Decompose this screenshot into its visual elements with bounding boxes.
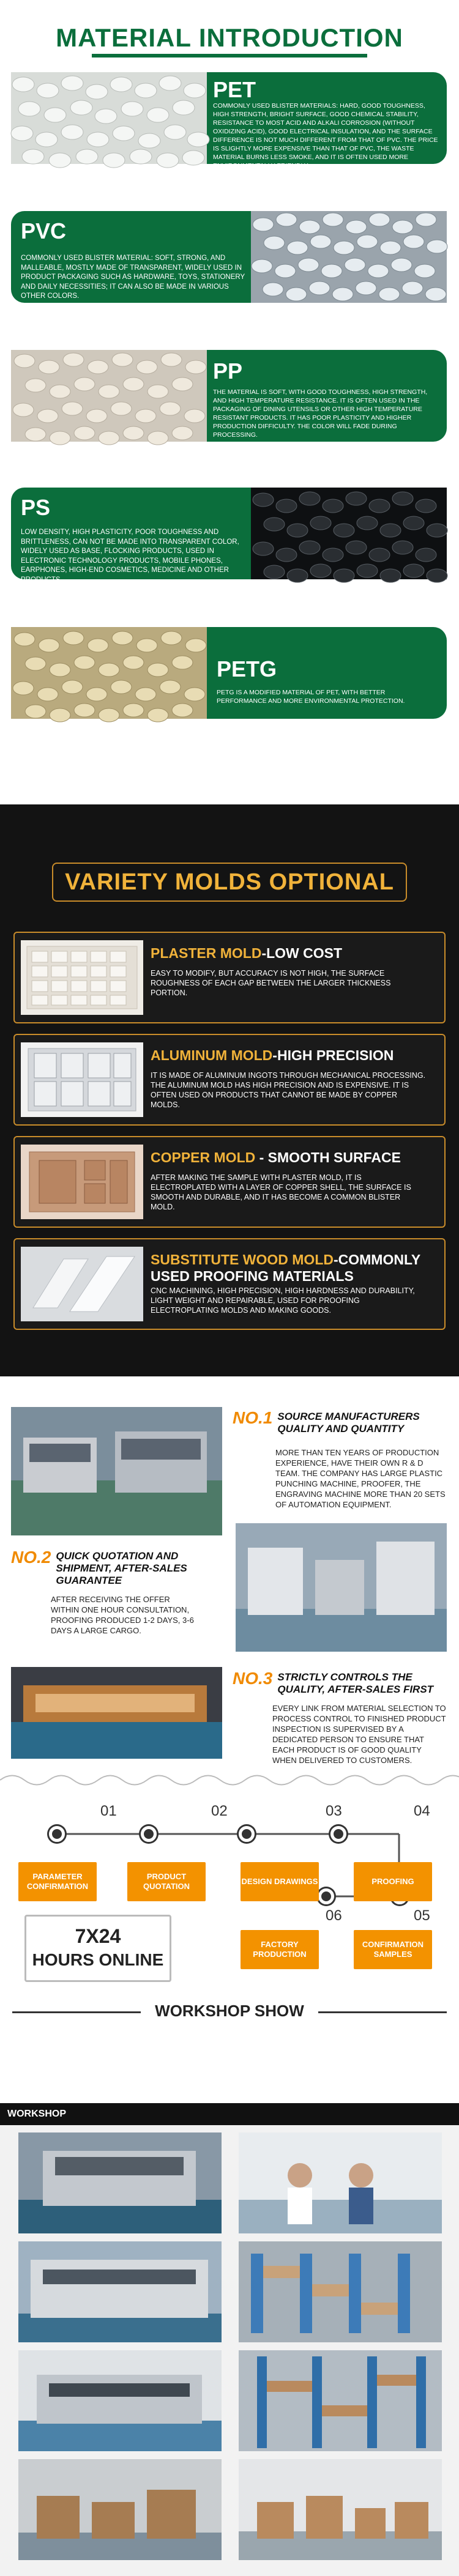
ps-pellets-image xyxy=(251,488,447,579)
step-number: 05 xyxy=(414,1907,430,1924)
workshop-photo xyxy=(239,2350,442,2451)
advantage-1 xyxy=(233,1408,447,1510)
mold-title-highlight: PLASTER MOLD xyxy=(151,945,262,961)
advantage-heading: QUICK QUOTATION AND SHIPMENT, AFTER-SALES GUARANTEE xyxy=(56,1550,187,1586)
material-card-pvc xyxy=(11,211,447,303)
mold-title-rest: -HIGH PRECISION xyxy=(272,1047,394,1063)
workshop-title-row xyxy=(0,2002,459,2026)
mold-card-plaster xyxy=(13,932,446,1023)
step-number: 06 xyxy=(326,1907,342,1924)
aluminum-mold-image xyxy=(21,1042,143,1117)
step-number: 02 xyxy=(211,1803,228,1819)
mold-title-highlight: ALUMINUM MOLD xyxy=(151,1047,273,1063)
workshop-section xyxy=(0,2055,459,2576)
advantage-number: NO.3 xyxy=(233,1669,273,1688)
mold-title-rest: -COMMONLY USED PROOFING MATERIALS xyxy=(151,1252,420,1284)
mold-title-highlight: COPPER MOLD xyxy=(151,1149,256,1165)
material-desc: COMMONLY USED BLISTER MATERIALS: HARD, GOOD TOUGHNESS, HIGH STRENGTH, BRIGHT SURFACE, GOOD CHEMICAL STABILITY, RESISTANCE TO MOST ACID AND ALKALI CORROSION (WITHOUT OXIDIZING ACID), GOOD ELECTRICAL INSULATION, AND THE SURFACE DIFFERENCE IS NOT MUCH DIFFERENT FROM THAT OF PVC. THE PRICE IS SLIGHTLY MORE EXPENSIVE THAN THAT OF PVC, THE WASTE MATERIAL BURNS LESS SMOKE, AND IT IS OFTEN USED MORE ENVIRONMENTALLY FRIENDLY. xyxy=(213,102,438,169)
mold-title-rest: - SMOOTH SURFACE xyxy=(255,1149,401,1165)
workshop-photo xyxy=(18,2241,222,2342)
material-desc: LOW DENSITY, HIGH PLASTICITY, POOR TOUGHNESS AND BRITTLENESS, CAN NOT BE MADE INTO TRANSPARENT COLOR, WIDELY USED AS BASE, FLOCKING PRODUCTS, USED IN ELECTRONIC TECHNOLOGY PRODUCTS, MOBILE PHONES, EARPHONES, HIGH-END COSMETICS, MEDICINE AND OTHER PRODUCTS. xyxy=(21,529,239,584)
copper-mold-image xyxy=(21,1145,143,1219)
mold-title xyxy=(151,1047,438,1064)
mold-desc: CNC MACHINING, HIGH PRECISION, HIGH HARDNESS AND DURABILITY, LIGHT WEIGHT AND REPAIRABLE, USED FOR PROOFING ELECTROPLATING MOLDS AND MAKING GOODS. xyxy=(151,1286,415,1315)
step-dot xyxy=(239,1826,255,1842)
advantage-heading: SOURCE MANUFACTURERS QUALITY AND QUANTITY xyxy=(277,1411,420,1435)
mold-card-aluminum xyxy=(13,1034,446,1126)
workshop-banner xyxy=(0,2103,459,2125)
mold-title xyxy=(151,1252,438,1285)
hours-label: HOURS ONLINE xyxy=(32,1950,164,1969)
advantage-3 xyxy=(233,1669,447,1765)
step-dot xyxy=(330,1826,346,1842)
step-dot xyxy=(141,1826,157,1842)
advantage-text: MORE THAN TEN YEARS OF PRODUCTION EXPERIENCE, HAVE THEIR OWN R & D TEAM. THE COMPANY HAS LARGE PLASTIC PUNCHING MACHINE, PROOFER, THE ENGRAVING MACHINE MORE THAN 20 SETS OF AUTOMATION EQUIPMENT. xyxy=(275,1448,446,1509)
factory-photo xyxy=(11,1407,222,1535)
material-card-pet xyxy=(11,72,447,169)
material-name: PP xyxy=(213,358,243,384)
step-product-quotation: PRODUCT QUOTATION xyxy=(127,1862,206,1901)
pet-pellets-image xyxy=(11,72,207,164)
material-name: PVC xyxy=(21,218,67,243)
title-rule-right xyxy=(318,2011,447,2013)
workshop-photo xyxy=(18,2459,222,2560)
title-underline xyxy=(92,54,367,58)
workshop-photo xyxy=(239,2132,442,2233)
workshop-gallery xyxy=(0,2125,459,2576)
step-factory-production: FACTORY PRODUCTION xyxy=(241,1930,319,1969)
material-card-pp xyxy=(11,350,447,442)
material-section xyxy=(0,0,459,798)
hours-value: 7X24 xyxy=(75,1925,121,1947)
production-line-photo xyxy=(11,1667,222,1759)
mold-title xyxy=(151,945,438,962)
material-name: PETG xyxy=(217,656,277,681)
advantage-text: EVERY LINK FROM MATERIAL SELECTION TO PROCESS CONTROL TO FINISHED PRODUCT INSPECTION IS SUPERVISED BY A DEDICATED PERSON TO ENSURE THAT EACH PRODUCT IS OF GOOD QUALITY WHEN DELIVERED TO CUSTOMERS. xyxy=(272,1704,446,1765)
step-number: 04 xyxy=(414,1803,430,1819)
advantage-number: NO.1 xyxy=(233,1408,273,1427)
process-section xyxy=(0,1768,459,2055)
plaster-mold-image xyxy=(21,940,143,1015)
material-card-petg xyxy=(11,627,447,719)
material-name: PS xyxy=(21,495,51,520)
wood-mold-image xyxy=(21,1247,143,1321)
step-dot xyxy=(49,1826,65,1842)
pvc-pellets-image xyxy=(251,211,447,303)
workshop-photo xyxy=(236,1523,447,1652)
mold-desc: AFTER MAKING THE SAMPLE WITH PLASTER MOLD, IT IS ELECTROPLATED WITH A LAYER OF COPPER SHELL, THE SURFACE IS SMOOTH AND DURABLE, AND IT HAS BECOME A COMMON BLISTER MOLD. xyxy=(151,1173,411,1211)
material-title: MATERIAL INTRODUCTION xyxy=(56,23,403,52)
step-confirmation-samples: CONFIRMATION SAMPLES xyxy=(354,1930,432,1969)
step-proofing: PROOFING xyxy=(354,1862,432,1901)
mold-title-highlight: SUBSTITUTE WOOD MOLD xyxy=(151,1252,334,1268)
workshop-photo xyxy=(239,2241,442,2342)
workshop-photo xyxy=(18,2350,222,2451)
material-desc: COMMONLY USED BLISTER MATERIAL: SOFT, STRONG, AND MALLEABLE, MOSTLY MADE OF TRANSPARENT, WIDELY USED IN PRODUCT PACKAGING SUCH AS HARDWARE, TOYS, STATIONERY AND DAILY NECESSITIES; IT CAN ALSO BE MADE IN VARIOUS OTHER COLORS. xyxy=(21,254,245,300)
step-parameter-confirmation: PARAMETER CONFIRMATION xyxy=(18,1862,97,1901)
step-dot xyxy=(318,1888,334,1904)
mold-title xyxy=(151,1149,438,1166)
material-name: PET xyxy=(213,77,256,102)
workshop-tag: WORKSHOP xyxy=(7,2109,66,2119)
material-desc: THE MATERIAL IS SOFT, WITH GOOD TOUGHNESS, HIGH STRENGTH, AND HIGH TEMPERATURE RESISTANCE. IT IS OFTEN USED IN THE PACKAGING OF DINING UTENSILS OR OTHER HIGH TEMPERATURE RESISTANT PRODUCTS. IT HAS POOR PLASTICITY AND HIGHER PRODUCTION DIFFICULTY. THE COLOR WILL FADE DURING PROCESSING. xyxy=(213,388,428,439)
petg-pellets-image xyxy=(11,627,207,719)
molds-section xyxy=(0,804,459,1376)
material-desc: PETG IS A MODIFIED MATERIAL OF PET, WITH BETTER PERFORMANCE AND MORE ENVIRONMENTAL PROTECTION. xyxy=(217,689,405,705)
mold-desc: IT IS MADE OF ALUMINUM INGOTS THROUGH MECHANICAL PROCESSING. THE ALUMINUM MOLD HAS HIGH PRECISION AND IS EXPENSIVE. IT IS OFTEN USED ON PRODUCTS THAT CANNOT BE MADE BY COPPER MOLDS. xyxy=(151,1071,426,1109)
step-number: 03 xyxy=(326,1803,342,1819)
hours-online-box xyxy=(24,1915,171,1982)
advantage-heading: STRICTLY CONTROLS THE QUALITY, AFTER-SALES FIRST xyxy=(277,1671,434,1695)
molds-title: VARIETY MOLDS OPTIONAL xyxy=(52,863,407,902)
advantage-number: NO.2 xyxy=(11,1548,51,1567)
workshop-photo xyxy=(239,2459,442,2560)
advantage-text: AFTER RECEIVING THE OFFER WITHIN ONE HOUR CONSULTATION, PROOFING PRODUCED 1-2 DAYS, 3-6 DAYS A LARGE CARGO. xyxy=(51,1595,194,1635)
pp-pellets-image xyxy=(11,350,207,442)
step-design-drawings: DESIGN DRAWINGS xyxy=(241,1862,319,1901)
mold-card-copper xyxy=(13,1136,446,1228)
advantage-2 xyxy=(11,1548,222,1636)
workshop-title: WORKSHOP SHOW xyxy=(155,2002,304,2020)
step-number: 01 xyxy=(100,1803,117,1819)
mold-desc: EASY TO MODIFY, BUT ACCURACY IS NOT HIGH, THE SURFACE ROUGHNESS OF EACH GAP BETWEEN THE LARGER THICKNESS PORTION. xyxy=(151,969,391,997)
workshop-photo xyxy=(18,2132,222,2233)
advantages-section xyxy=(0,1376,459,1768)
mold-title-rest: -LOW COST xyxy=(261,945,343,961)
material-card-ps xyxy=(11,488,447,584)
mold-card-wood xyxy=(13,1238,446,1330)
